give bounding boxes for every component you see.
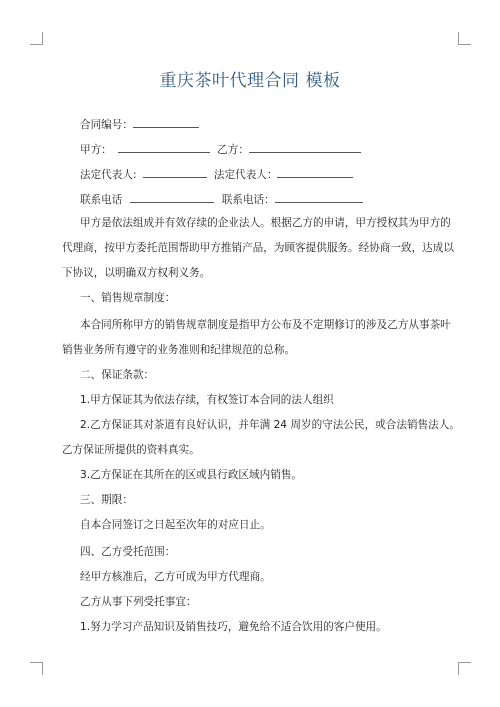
section-4-line-1: 经甲方核准后，乙方可成为甲方代理商。 xyxy=(80,571,271,583)
section-1-line-1: 本合同所称甲方的销售规章制度是指甲方公布及不定期修订的涉及乙方从事茶叶 xyxy=(80,319,451,331)
rep-b-blank[interactable] xyxy=(277,166,353,178)
phone-row xyxy=(80,191,363,207)
contract-number-row xyxy=(80,116,199,132)
page-corner-mark-top-left xyxy=(30,32,43,45)
party-a-label: 甲方： xyxy=(80,144,112,156)
section-2-heading: 二、保证条款： xyxy=(80,369,155,381)
party-b-blank[interactable] xyxy=(249,141,361,153)
contract-number-label: 合同编号： xyxy=(80,119,133,131)
page-corner-mark-top-right xyxy=(458,32,471,45)
page-corner-mark-bottom-right xyxy=(458,662,471,675)
intro-line-1: 甲方是依法组成并有效存续的企业法人。根据乙方的申请，甲方授权其为甲方的 xyxy=(80,217,451,229)
phone-a-blank[interactable] xyxy=(130,191,214,203)
section-2-item-1: 1.甲方保证其为依法存续，有权签订本合同的法人组织 xyxy=(80,394,334,406)
section-2-item-2-line-2: 乙方保证所提供的资料真实。 xyxy=(62,444,200,456)
section-4-heading: 四、乙方受托范围： xyxy=(80,546,176,558)
intro-line-3: 下协议，以明确双方权利义务。 xyxy=(62,267,211,279)
intro-line-2: 代理商，按甲方委托范围帮助甲方推销产品，为顾客提供服务。经协商一致，达成以 xyxy=(62,242,454,254)
section-1-line-2: 销售业务所有遵守的业务准则和纪律规范的总称。 xyxy=(62,344,296,356)
section-4-item-1: 1.努力学习产品知识及销售技巧，避免给不适合饮用的客户使用。 xyxy=(80,621,387,633)
rep-a-label: 法定代表人: xyxy=(80,169,137,181)
section-3-line: 自本合同签订之日起至次年的对应日止。 xyxy=(80,519,271,531)
phone-b-blank[interactable] xyxy=(275,191,363,203)
phone-b-label: 联系电话： xyxy=(221,194,275,206)
party-a-blank[interactable] xyxy=(118,141,210,153)
phone-a-label: 联系电话 xyxy=(80,194,123,206)
section-4-line-2: 乙方从事下列受托事宜： xyxy=(80,596,197,608)
party-row xyxy=(80,141,361,157)
section-2-item-2-line-1: 2.乙方保证其对茶道有良好认识，并年满 24 周岁的守法公民，或合法销售法人。 xyxy=(80,419,460,431)
section-1-heading: 一、销售规章制度： xyxy=(80,292,176,304)
rep-b-label: 法定代表人： xyxy=(213,169,278,181)
contract-number-blank[interactable] xyxy=(133,116,199,128)
section-3-heading: 三、期限： xyxy=(80,494,133,506)
party-b-label: 乙方： xyxy=(217,144,249,156)
rep-a-blank[interactable] xyxy=(143,166,207,178)
page-corner-mark-bottom-left xyxy=(30,662,43,675)
section-2-item-3: 3.乙方保证在其所在的区或县行政区域内销售。 xyxy=(80,469,302,481)
representative-row xyxy=(80,166,353,182)
document-title: 重庆茶叶代理合同 模板 xyxy=(159,71,341,91)
